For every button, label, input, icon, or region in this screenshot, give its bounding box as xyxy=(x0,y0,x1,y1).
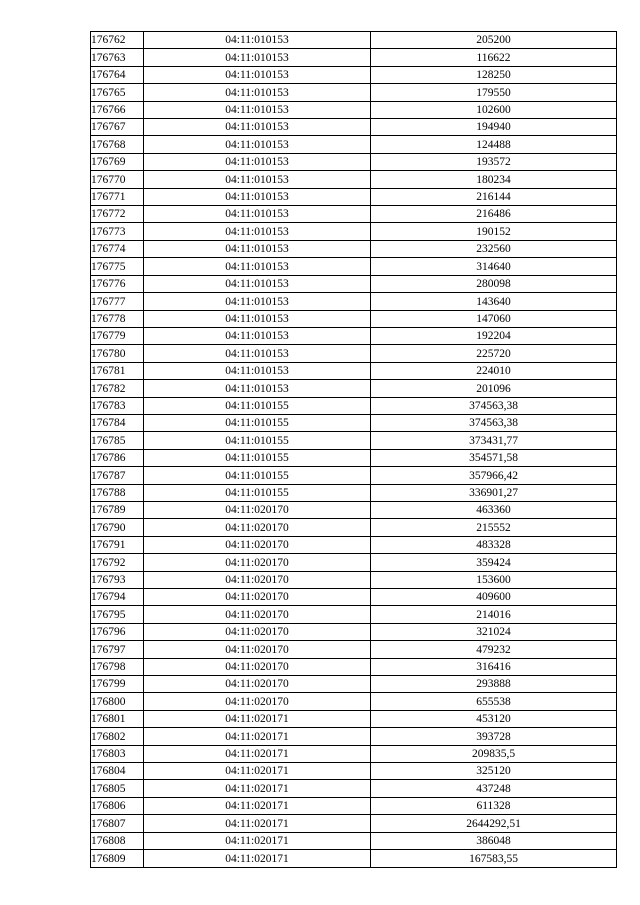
cadastral-number-cell: 04:11:010153 xyxy=(144,84,371,101)
value-cell: 611328 xyxy=(371,797,617,814)
row-number-cell: 176769 xyxy=(91,153,144,170)
cadastral-number-cell: 04:11:010153 xyxy=(144,362,371,379)
row-number-cell: 176791 xyxy=(91,536,144,553)
cadastral-number-cell: 04:11:010153 xyxy=(144,240,371,257)
table-row xyxy=(91,414,617,431)
row-number-cell: 176762 xyxy=(91,32,144,49)
table-row xyxy=(91,536,617,553)
value-cell: 437248 xyxy=(371,780,617,797)
cadastral-number-cell: 04:11:010155 xyxy=(144,432,371,449)
table-row xyxy=(91,519,617,536)
row-number-cell: 176792 xyxy=(91,554,144,571)
value-cell: 373431,77 xyxy=(371,432,617,449)
table-row xyxy=(91,240,617,257)
cadastral-number-cell: 04:11:020170 xyxy=(144,589,371,606)
value-cell: 216144 xyxy=(371,188,617,205)
cadastral-number-cell: 04:11:010153 xyxy=(144,206,371,223)
table-row xyxy=(91,641,617,658)
cadastral-number-cell: 04:11:020171 xyxy=(144,710,371,727)
table-row xyxy=(91,327,617,344)
value-cell: 336901,27 xyxy=(371,484,617,501)
registry-table xyxy=(90,31,617,868)
table-row xyxy=(91,310,617,327)
cadastral-number-cell: 04:11:020170 xyxy=(144,641,371,658)
cadastral-number-cell: 04:11:010153 xyxy=(144,345,371,362)
value-cell: 209835,5 xyxy=(371,745,617,762)
value-cell: 128250 xyxy=(371,66,617,83)
table-row xyxy=(91,589,617,606)
row-number-cell: 176801 xyxy=(91,710,144,727)
row-number-cell: 176763 xyxy=(91,49,144,66)
table-row xyxy=(91,449,617,466)
row-number-cell: 176807 xyxy=(91,815,144,832)
row-number-cell: 176775 xyxy=(91,258,144,275)
table-row xyxy=(91,206,617,223)
row-number-cell: 176797 xyxy=(91,641,144,658)
row-number-cell: 176779 xyxy=(91,327,144,344)
row-number-cell: 176772 xyxy=(91,206,144,223)
value-cell: 374563,38 xyxy=(371,414,617,431)
row-number-cell: 176766 xyxy=(91,101,144,118)
table-row xyxy=(91,693,617,710)
table-row xyxy=(91,850,617,867)
table-row xyxy=(91,676,617,693)
cadastral-number-cell: 04:11:020170 xyxy=(144,554,371,571)
value-cell: 359424 xyxy=(371,554,617,571)
value-cell: 179550 xyxy=(371,84,617,101)
row-number-cell: 176798 xyxy=(91,658,144,675)
value-cell: 190152 xyxy=(371,223,617,240)
table-row xyxy=(91,484,617,501)
cadastral-number-cell: 04:11:010155 xyxy=(144,414,371,431)
row-number-cell: 176784 xyxy=(91,414,144,431)
value-cell: 116622 xyxy=(371,49,617,66)
value-cell: 232560 xyxy=(371,240,617,257)
cadastral-number-cell: 04:11:010153 xyxy=(144,119,371,136)
registry-table-body xyxy=(91,32,617,868)
value-cell: 225720 xyxy=(371,345,617,362)
value-cell: 193572 xyxy=(371,153,617,170)
value-cell: 224010 xyxy=(371,362,617,379)
table-row xyxy=(91,101,617,118)
value-cell: 293888 xyxy=(371,676,617,693)
cadastral-number-cell: 04:11:020170 xyxy=(144,658,371,675)
row-number-cell: 176809 xyxy=(91,850,144,867)
table-row xyxy=(91,501,617,518)
table-row xyxy=(91,467,617,484)
table-row xyxy=(91,32,617,49)
row-number-cell: 176767 xyxy=(91,119,144,136)
value-cell: 393728 xyxy=(371,728,617,745)
value-cell: 463360 xyxy=(371,501,617,518)
row-number-cell: 176796 xyxy=(91,623,144,640)
table-row xyxy=(91,84,617,101)
cadastral-number-cell: 04:11:010155 xyxy=(144,467,371,484)
row-number-cell: 176780 xyxy=(91,345,144,362)
value-cell: 655538 xyxy=(371,693,617,710)
table-row xyxy=(91,606,617,623)
cadastral-number-cell: 04:11:020170 xyxy=(144,571,371,588)
value-cell: 153600 xyxy=(371,571,617,588)
row-number-cell: 176808 xyxy=(91,832,144,849)
cadastral-number-cell: 04:11:010153 xyxy=(144,223,371,240)
cadastral-number-cell: 04:11:010153 xyxy=(144,380,371,397)
value-cell: 194940 xyxy=(371,119,617,136)
cadastral-number-cell: 04:11:020171 xyxy=(144,780,371,797)
table-row xyxy=(91,815,617,832)
cadastral-number-cell: 04:11:010153 xyxy=(144,258,371,275)
cadastral-number-cell: 04:11:010153 xyxy=(144,49,371,66)
value-cell: 124488 xyxy=(371,136,617,153)
value-cell: 201096 xyxy=(371,380,617,397)
row-number-cell: 176804 xyxy=(91,763,144,780)
table-row xyxy=(91,763,617,780)
value-cell: 321024 xyxy=(371,623,617,640)
value-cell: 483328 xyxy=(371,536,617,553)
cadastral-number-cell: 04:11:010155 xyxy=(144,449,371,466)
value-cell: 102600 xyxy=(371,101,617,118)
row-number-cell: 176777 xyxy=(91,293,144,310)
value-cell: 205200 xyxy=(371,32,617,49)
row-number-cell: 176803 xyxy=(91,745,144,762)
cadastral-number-cell: 04:11:010155 xyxy=(144,484,371,501)
row-number-cell: 176765 xyxy=(91,84,144,101)
cadastral-number-cell: 04:11:020171 xyxy=(144,745,371,762)
row-number-cell: 176785 xyxy=(91,432,144,449)
row-number-cell: 176790 xyxy=(91,519,144,536)
row-number-cell: 176793 xyxy=(91,571,144,588)
cadastral-number-cell: 04:11:020170 xyxy=(144,606,371,623)
row-number-cell: 176778 xyxy=(91,310,144,327)
cadastral-number-cell: 04:11:020170 xyxy=(144,501,371,518)
cadastral-number-cell: 04:11:010153 xyxy=(144,101,371,118)
row-number-cell: 176787 xyxy=(91,467,144,484)
value-cell: 314640 xyxy=(371,258,617,275)
cadastral-number-cell: 04:11:020171 xyxy=(144,850,371,867)
cadastral-number-cell: 04:11:010153 xyxy=(144,293,371,310)
cadastral-number-cell: 04:11:010153 xyxy=(144,66,371,83)
table-row xyxy=(91,223,617,240)
row-number-cell: 176768 xyxy=(91,136,144,153)
table-row xyxy=(91,432,617,449)
value-cell: 143640 xyxy=(371,293,617,310)
table-row xyxy=(91,658,617,675)
row-number-cell: 176776 xyxy=(91,275,144,292)
cadastral-number-cell: 04:11:020170 xyxy=(144,536,371,553)
cadastral-number-cell: 04:11:010153 xyxy=(144,327,371,344)
cadastral-number-cell: 04:11:010153 xyxy=(144,136,371,153)
table-row xyxy=(91,780,617,797)
value-cell: 147060 xyxy=(371,310,617,327)
table-row xyxy=(91,66,617,83)
cadastral-number-cell: 04:11:020170 xyxy=(144,693,371,710)
value-cell: 180234 xyxy=(371,171,617,188)
table-row xyxy=(91,49,617,66)
cadastral-number-cell: 04:11:020171 xyxy=(144,815,371,832)
cadastral-number-cell: 04:11:010153 xyxy=(144,275,371,292)
table-row xyxy=(91,136,617,153)
cadastral-number-cell: 04:11:010153 xyxy=(144,188,371,205)
value-cell: 192204 xyxy=(371,327,617,344)
table-row xyxy=(91,710,617,727)
cadastral-number-cell: 04:11:010153 xyxy=(144,310,371,327)
table-row xyxy=(91,188,617,205)
cadastral-number-cell: 04:11:020171 xyxy=(144,728,371,745)
cadastral-number-cell: 04:11:020171 xyxy=(144,797,371,814)
table-row xyxy=(91,623,617,640)
row-number-cell: 176774 xyxy=(91,240,144,257)
row-number-cell: 176805 xyxy=(91,780,144,797)
row-number-cell: 176782 xyxy=(91,380,144,397)
row-number-cell: 176795 xyxy=(91,606,144,623)
table-row xyxy=(91,397,617,414)
row-number-cell: 176764 xyxy=(91,66,144,83)
cadastral-number-cell: 04:11:010153 xyxy=(144,171,371,188)
table-row xyxy=(91,345,617,362)
row-number-cell: 176771 xyxy=(91,188,144,205)
row-number-cell: 176789 xyxy=(91,501,144,518)
value-cell: 453120 xyxy=(371,710,617,727)
cadastral-number-cell: 04:11:020170 xyxy=(144,519,371,536)
table-row xyxy=(91,258,617,275)
table-row xyxy=(91,728,617,745)
table-row xyxy=(91,571,617,588)
value-cell: 357966,42 xyxy=(371,467,617,484)
table-row xyxy=(91,119,617,136)
table-row xyxy=(91,554,617,571)
value-cell: 215552 xyxy=(371,519,617,536)
value-cell: 409600 xyxy=(371,589,617,606)
table-row xyxy=(91,745,617,762)
value-cell: 325120 xyxy=(371,763,617,780)
row-number-cell: 176781 xyxy=(91,362,144,379)
row-number-cell: 176786 xyxy=(91,449,144,466)
cadastral-number-cell: 04:11:010155 xyxy=(144,397,371,414)
value-cell: 374563,38 xyxy=(371,397,617,414)
value-cell: 316416 xyxy=(371,658,617,675)
row-number-cell: 176770 xyxy=(91,171,144,188)
row-number-cell: 176794 xyxy=(91,589,144,606)
cadastral-number-cell: 04:11:020170 xyxy=(144,676,371,693)
row-number-cell: 176773 xyxy=(91,223,144,240)
cadastral-number-cell: 04:11:010153 xyxy=(144,153,371,170)
table-row xyxy=(91,362,617,379)
row-number-cell: 176799 xyxy=(91,676,144,693)
table-row xyxy=(91,293,617,310)
row-number-cell: 176806 xyxy=(91,797,144,814)
table-row xyxy=(91,797,617,814)
row-number-cell: 176788 xyxy=(91,484,144,501)
cadastral-number-cell: 04:11:010153 xyxy=(144,32,371,49)
cadastral-number-cell: 04:11:020170 xyxy=(144,623,371,640)
row-number-cell: 176783 xyxy=(91,397,144,414)
table-row xyxy=(91,275,617,292)
table-row xyxy=(91,153,617,170)
value-cell: 2644292,51 xyxy=(371,815,617,832)
table-row xyxy=(91,171,617,188)
value-cell: 479232 xyxy=(371,641,617,658)
value-cell: 354571,58 xyxy=(371,449,617,466)
table-row xyxy=(91,380,617,397)
cadastral-number-cell: 04:11:020171 xyxy=(144,763,371,780)
cadastral-number-cell: 04:11:020171 xyxy=(144,832,371,849)
value-cell: 214016 xyxy=(371,606,617,623)
value-cell: 216486 xyxy=(371,206,617,223)
value-cell: 386048 xyxy=(371,832,617,849)
value-cell: 280098 xyxy=(371,275,617,292)
row-number-cell: 176800 xyxy=(91,693,144,710)
table-row xyxy=(91,832,617,849)
row-number-cell: 176802 xyxy=(91,728,144,745)
value-cell: 167583,55 xyxy=(371,850,617,867)
